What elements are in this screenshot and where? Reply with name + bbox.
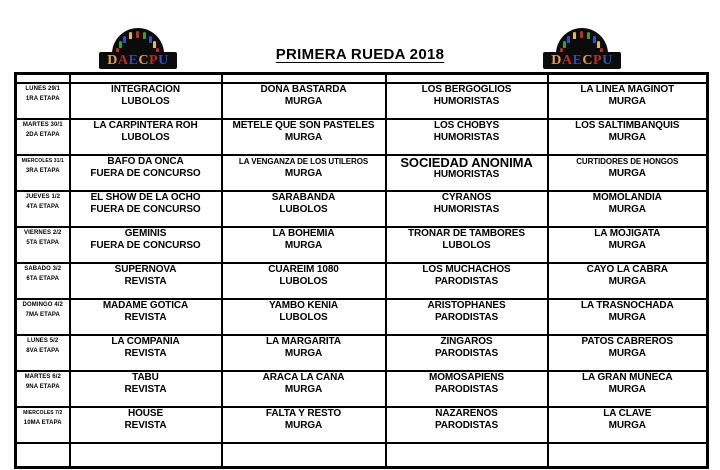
group-name: LOS SALTIMBANQUIS xyxy=(575,120,680,131)
spacer-cell xyxy=(386,443,548,468)
group-name: INTEGRACION xyxy=(111,84,180,95)
group-name: LOS BERGOGLIOS xyxy=(421,84,512,95)
group-category: MURGA xyxy=(608,240,646,251)
carnival-figure-icon xyxy=(136,31,139,38)
logo-letter: U xyxy=(602,52,613,68)
carnival-figure-icon xyxy=(597,41,600,48)
table-row xyxy=(16,191,708,227)
group-name: TRONAR DE TAMBORES xyxy=(408,228,525,239)
group-category: LUBOLOS xyxy=(279,204,328,215)
carnival-figure-icon xyxy=(587,32,590,39)
group-cell xyxy=(222,119,386,155)
group-cell xyxy=(222,407,386,443)
group-category: MURGA xyxy=(284,348,323,359)
spacer-cell xyxy=(386,74,548,84)
group-cell xyxy=(70,335,222,371)
group-name: PATOS CABREROS xyxy=(581,336,673,347)
group-cell xyxy=(548,227,708,263)
group-category: FUERA DE CONCURSO xyxy=(90,240,201,251)
spacer-cell xyxy=(222,443,386,468)
group-name: LA CLAVE xyxy=(603,408,652,419)
group-category: PARODISTAS xyxy=(434,348,499,359)
etapa-label: 5TA ETAPA xyxy=(26,240,60,246)
table-row xyxy=(16,407,708,443)
day-cell xyxy=(16,335,70,371)
group-name: BAFO DA ONCA xyxy=(107,156,184,167)
group-category: LUBOLOS xyxy=(121,132,170,143)
schedule-table xyxy=(14,72,709,469)
group-cell xyxy=(222,299,386,335)
group-category: HUMORISTAS xyxy=(433,169,500,180)
group-category: REVISTA xyxy=(124,384,167,395)
group-cell xyxy=(222,191,386,227)
group-cell xyxy=(222,263,386,299)
group-name: NAZARENOS xyxy=(435,408,498,419)
day-label: VIERNES 2/2 xyxy=(24,230,62,236)
logo-letter: P xyxy=(593,52,603,68)
logo-letter: D xyxy=(551,52,562,68)
carnival-figure-icon xyxy=(149,36,152,43)
table-row xyxy=(16,155,708,191)
group-category: MURGA xyxy=(284,420,323,431)
group-name: YAMBO KENIA xyxy=(268,300,339,311)
group-category: MURGA xyxy=(284,384,323,395)
logo-letter: P xyxy=(149,52,159,68)
group-cell xyxy=(222,83,386,119)
day-cell xyxy=(16,191,70,227)
group-cell xyxy=(386,155,548,191)
day-label: DOMINGO 4/2 xyxy=(22,302,63,308)
group-category: LUBOLOS xyxy=(121,96,170,107)
day-cell xyxy=(16,83,70,119)
spacer-cell xyxy=(548,74,708,84)
group-category: MURGA xyxy=(284,132,323,143)
group-category: MURGA xyxy=(608,384,646,395)
etapa-label: 10MA ETAPA xyxy=(23,420,62,426)
group-name: METELE QUE SON PASTELES xyxy=(232,120,375,131)
logo-letter: D xyxy=(107,52,118,68)
day-label: MIERCOLES 31/1 xyxy=(21,158,64,164)
group-cell xyxy=(70,299,222,335)
group-name: FALTA Y RESTO xyxy=(265,408,342,419)
page-title: PRIMERA RUEDA 2018 xyxy=(275,46,445,64)
day-label: SABADO 3/2 xyxy=(24,266,62,272)
etapa-label: 3RA ETAPA xyxy=(25,168,60,174)
spacer-cell xyxy=(70,443,222,468)
group-category: MURGA xyxy=(608,96,646,107)
group-name: LOS MUCHACHOS xyxy=(422,264,511,275)
group-cell xyxy=(386,263,548,299)
day-cell xyxy=(16,155,70,191)
group-name: CAYO LA CABRA xyxy=(586,264,668,275)
schedule-body xyxy=(16,74,708,468)
group-cell xyxy=(386,119,548,155)
logo-letter: E xyxy=(128,52,139,68)
group-name: GEMINIS xyxy=(124,228,167,239)
etapa-label: 4TA ETAPA xyxy=(26,204,60,210)
spacer-cell xyxy=(222,74,386,84)
group-name: SUPERNOVA xyxy=(114,264,177,275)
day-label: LUNES 5/2 xyxy=(27,338,59,344)
etapa-label: 6TA ETAPA xyxy=(26,276,60,282)
day-cell xyxy=(16,263,70,299)
group-cell xyxy=(548,263,708,299)
group-category: REVISTA xyxy=(124,276,167,287)
group-name: ZINGAROS xyxy=(440,336,493,347)
group-name: LA GRAN MUÑECA xyxy=(582,372,673,383)
group-cell xyxy=(386,299,548,335)
group-category: MURGA xyxy=(284,96,323,107)
group-name: CURTIDORES DE HONGOS xyxy=(576,157,679,166)
day-label: LUNES 29/1 xyxy=(25,86,61,92)
group-cell xyxy=(548,335,708,371)
daecpu-logo-left xyxy=(99,27,177,69)
group-cell xyxy=(386,191,548,227)
group-category: MURGA xyxy=(608,312,646,323)
carnival-figure-icon xyxy=(123,36,126,43)
group-category: LUBOLOS xyxy=(279,312,328,323)
group-category: HUMORISTAS xyxy=(433,96,500,107)
table-row xyxy=(16,83,708,119)
group-cell xyxy=(548,83,708,119)
day-cell xyxy=(16,407,70,443)
daecpu-logo-dome xyxy=(556,28,608,55)
logo-letter: E xyxy=(572,52,583,68)
etapa-label: 8VA ETAPA xyxy=(26,348,60,354)
day-cell xyxy=(16,227,70,263)
group-name: ARISTOPHANES xyxy=(427,300,506,311)
group-category: MURGA xyxy=(284,240,323,251)
carnival-figure-icon xyxy=(593,36,596,43)
group-category: PARODISTAS xyxy=(434,276,499,287)
table-row xyxy=(16,371,708,407)
group-name: ARACA LA CANA xyxy=(262,372,345,383)
group-cell xyxy=(222,335,386,371)
group-name: LA BOHEMIA xyxy=(272,228,335,239)
group-name: LA COMPAÑIA xyxy=(111,336,180,347)
group-cell xyxy=(222,155,386,191)
group-name: SOCIEDAD ANONIMA xyxy=(400,155,533,170)
group-category: MURGA xyxy=(608,204,646,215)
group-cell xyxy=(70,155,222,191)
group-category: HUMORISTAS xyxy=(433,132,500,143)
carnival-figure-icon xyxy=(567,36,570,43)
group-name: LA TRASNOCHADA xyxy=(580,300,674,311)
spacer-cell xyxy=(16,74,70,84)
group-category: PARODISTAS xyxy=(434,384,499,395)
group-category: MURGA xyxy=(608,168,646,179)
table-row xyxy=(16,335,708,371)
carnival-figure-icon xyxy=(573,32,576,39)
group-cell xyxy=(70,119,222,155)
group-name: LA LINEA MAGINOT xyxy=(580,84,675,95)
group-cell xyxy=(386,371,548,407)
carnival-figure-icon xyxy=(129,32,132,39)
group-cell xyxy=(548,371,708,407)
etapa-label: 7MA ETAPA xyxy=(25,312,60,318)
carnival-figure-icon xyxy=(580,31,583,38)
group-category: REVISTA xyxy=(124,348,167,359)
group-name: MADAME GOTICA xyxy=(102,300,189,311)
group-cell xyxy=(70,83,222,119)
daecpu-logo-right xyxy=(543,27,621,69)
group-name: CUAREIM 1080 xyxy=(268,264,339,275)
group-category: LUBOLOS xyxy=(442,240,491,251)
group-category: PARODISTAS xyxy=(434,420,499,431)
day-label: JUEVES 1/2 xyxy=(25,194,61,200)
group-category: MURGA xyxy=(608,276,646,287)
day-cell xyxy=(16,299,70,335)
bottom-partial-row xyxy=(16,443,708,468)
group-cell xyxy=(548,299,708,335)
group-category: LUBOLOS xyxy=(279,276,328,287)
day-cell xyxy=(16,371,70,407)
group-category: REVISTA xyxy=(124,312,167,323)
carnival-figure-icon xyxy=(563,41,566,48)
group-cell xyxy=(70,407,222,443)
carnival-figure-icon xyxy=(119,41,122,48)
group-category: MURGA xyxy=(608,348,646,359)
day-cell xyxy=(16,119,70,155)
group-name: LA MARGARITA xyxy=(266,336,341,347)
group-name: HOUSE xyxy=(127,408,164,419)
table-row xyxy=(16,299,708,335)
etapa-label: 2DA ETAPA xyxy=(25,132,60,138)
group-cell xyxy=(222,227,386,263)
group-cell xyxy=(222,371,386,407)
daecpu-logo-wordmark xyxy=(543,52,621,69)
group-name: TABU xyxy=(132,372,159,383)
group-cell xyxy=(70,227,222,263)
logo-letter: A xyxy=(561,52,573,68)
group-cell xyxy=(386,335,548,371)
group-cell xyxy=(386,83,548,119)
group-name: MOMOLANDIA xyxy=(592,192,662,203)
group-cell xyxy=(548,155,708,191)
group-name: SARABANDA xyxy=(271,192,336,203)
daecpu-logo-wordmark xyxy=(99,52,177,69)
group-name: LA VENGANZA DE LOS UTILEROS xyxy=(238,157,369,166)
table-row xyxy=(16,119,708,155)
etapa-label: 9NA ETAPA xyxy=(25,384,60,390)
group-cell xyxy=(548,119,708,155)
logo-letter: C xyxy=(138,52,150,68)
group-name: LA CARPINTERA ROH xyxy=(93,120,198,131)
group-category: FUERA DE CONCURSO xyxy=(90,204,201,215)
group-cell xyxy=(70,191,222,227)
day-label: MARTES 30/1 xyxy=(22,122,63,128)
group-cell xyxy=(386,407,548,443)
group-name: CYRANOS xyxy=(441,192,492,203)
table-row xyxy=(16,263,708,299)
day-label: MARTES 6/2 xyxy=(24,374,61,380)
group-name: LOS CHOBYS xyxy=(433,120,500,131)
carnival-figure-icon xyxy=(143,32,146,39)
etapa-label: 1RA ETAPA xyxy=(25,96,60,102)
group-name: LA MOJIGATA xyxy=(594,228,661,239)
group-cell xyxy=(548,191,708,227)
logo-letter: C xyxy=(582,52,594,68)
table-row xyxy=(16,227,708,263)
day-label: MIERCOLES 7/2 xyxy=(23,410,63,416)
group-cell xyxy=(70,371,222,407)
group-cell xyxy=(70,263,222,299)
group-category: HUMORISTAS xyxy=(433,204,500,215)
group-cell xyxy=(386,227,548,263)
logo-letter: U xyxy=(158,52,169,68)
spacer-cell xyxy=(70,74,222,84)
group-name: DOÑA BASTARDA xyxy=(260,84,347,95)
group-name: MOMOSAPIENS xyxy=(428,372,505,383)
group-category: MURGA xyxy=(284,168,323,179)
group-cell xyxy=(548,407,708,443)
spacer-cell xyxy=(548,443,708,468)
logo-letter: A xyxy=(117,52,129,68)
spacer-cell xyxy=(16,443,70,468)
header-spacer-row xyxy=(16,74,708,84)
carnival-figure-icon xyxy=(153,41,156,48)
daecpu-logo-dome xyxy=(112,28,164,55)
group-category: REVISTA xyxy=(124,420,167,431)
group-category: MURGA xyxy=(608,420,646,431)
group-category: MURGA xyxy=(608,132,646,143)
group-category: PARODISTAS xyxy=(434,312,499,323)
group-name: EL SHOW DE LA OCHO xyxy=(90,192,201,203)
group-category: FUERA DE CONCURSO xyxy=(90,168,201,179)
